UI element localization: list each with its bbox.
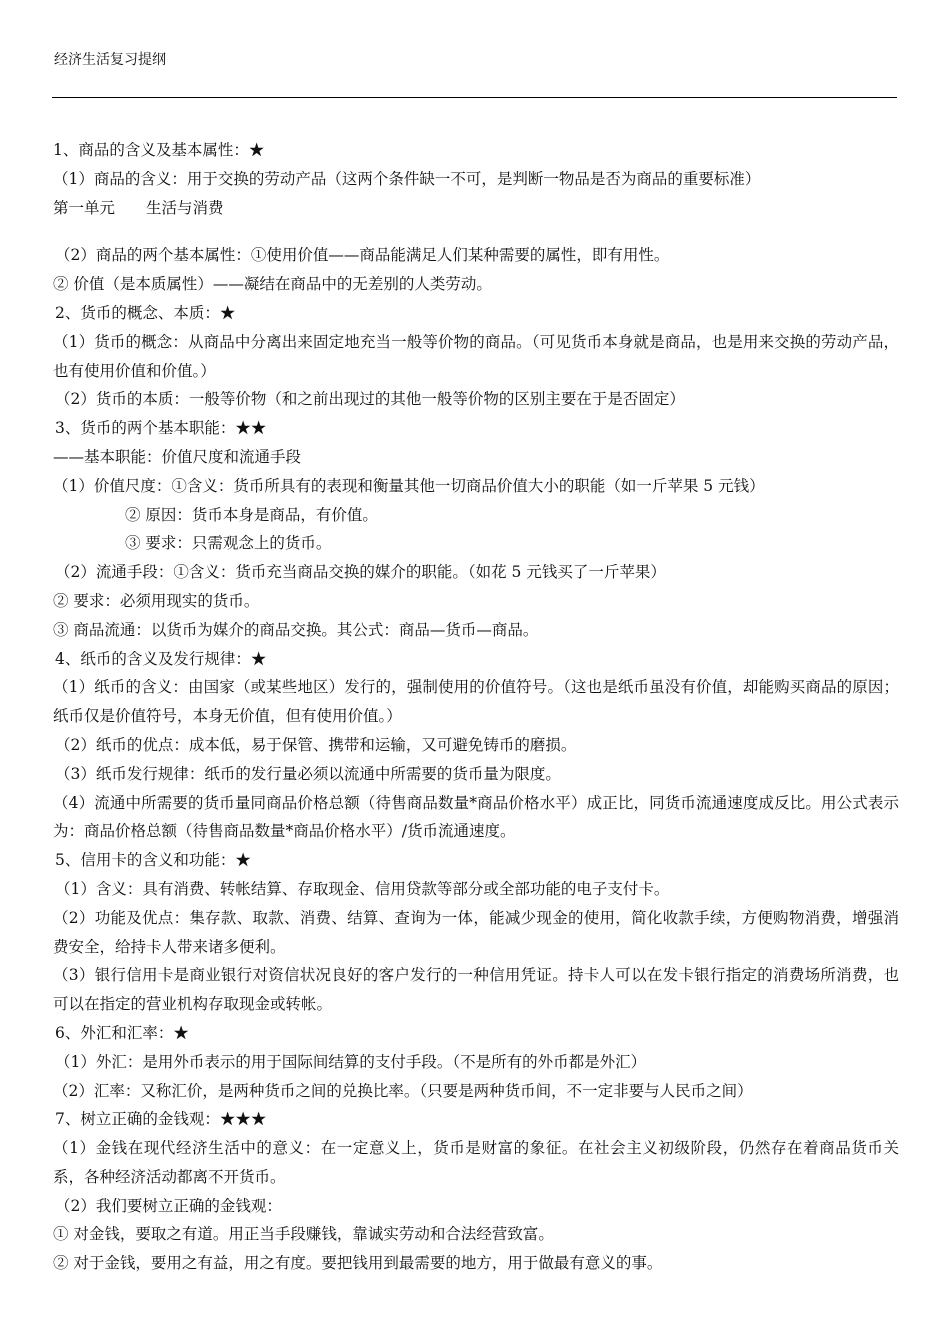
paragraph-line: ③ 要求：只需观念上的货币。: [125, 534, 332, 553]
paragraph-line: ② 原因：货币本身是商品，有价值。: [125, 505, 378, 524]
paragraph-line: （1）外汇：是用外币表示的用于国际间结算的支付手段。（不是所有的外币都是外汇）: [55, 1052, 647, 1071]
blank-line: [53, 222, 899, 241]
paragraph-line: ② 要求：必须用现实的货币。: [53, 591, 260, 610]
paragraph-line: ② 对于金钱，要用之有益，用之有度。要把钱用到最需要的地方，用于做最有意义的事。: [53, 1254, 663, 1273]
paragraph-line: （1）纸币的含义：由国家（或某些地区）发行的，强制使用的价值符号。（这也是纸币虽没有价值，却能购买商品的原因；纸币仅是价值符号，本身无价值，但有使用价值。）: [53, 678, 899, 726]
section-heading: 1、商品的含义及基本属性：★: [53, 141, 265, 159]
paragraph-line: （2）流通手段：①含义：货币充当商品交换的媒介的职能。（如花 5 元钱买了一斤苹果）: [55, 563, 666, 582]
paragraph-line: （4）流通中所需要的货币量同商品价格总额（待售商品数量*商品价格水平）成正比，同货币流通速度成反比。用公式表示为：商品价格总额（待售商品数量*商品价格水平）/货币流通速度。: [53, 793, 899, 841]
paragraph-line: （1）货币的概念：从商品中分离出来固定地充当一般等价物的商品。（可见货币本身就是商品，也是用来交换的劳动产品，也有使用价值和价值。）: [53, 332, 899, 380]
unit-title: 第一单元 生活与消费: [53, 198, 224, 217]
paragraph-line: （2）纸币的优点：成本低，易于保管、携带和运输，又可避免铸币的磨损。: [55, 735, 577, 754]
section-heading: 7、树立正确的金钱观：★★★: [55, 1110, 267, 1129]
paragraph-line: （3）纸币发行规律：纸币的发行量必须以流通中所需要的货币量为限度。: [55, 764, 561, 783]
paragraph-line: （1）金钱在现代经济生活中的意义：在一定意义上，货币是财富的象征。在社会主义初级阶段，仍然存在着商品货币关系，各种经济活动都离不开货币。: [53, 1139, 899, 1186]
paragraph-line: （1）含义：具有消费、转帐结算、存取现金、信用贷款等部分或全部功能的电子支付卡。: [55, 879, 670, 898]
paragraph-line: （2）我们要树立正确的金钱观：: [55, 1196, 282, 1215]
section-heading: 5、信用卡的含义和功能：★: [55, 851, 251, 870]
paragraph-line: ③ 商品流通：以货币为媒介的商品交换。其公式：商品—货币—商品。: [53, 620, 539, 639]
section-heading: 2、货币的概念、本质：★: [55, 303, 236, 322]
paragraph-line: ——基本职能：价值尺度和流通手段: [53, 447, 302, 466]
paragraph-line: （1）价值尺度：①含义：货币所具有的表现和衡量其他一切商品价值大小的职能（如一斤苹果 5 元钱）: [53, 476, 765, 495]
paragraph-line: （3）银行信用卡是商业银行对资信状况良好的客户发行的一种信用凭证。持卡人可以在发卡银行指定的消费场所消费，也可以在指定的营业机构存取现金或转帐。: [53, 966, 899, 1014]
paragraph-line: （1）商品的含义：用于交换的劳动产品（这两个条件缺一不可，是判断一物品是否为商品的重要标准）: [53, 169, 761, 188]
paragraph-line: （2）货币的本质：一般等价物（和之前出现过的其他一般等价物的区别主要在于是否固定）: [55, 390, 685, 409]
document-header: 经济生活复习提纲: [54, 52, 166, 68]
document-body: [53, 136, 899, 1278]
paragraph-line: （2）商品的两个基本属性：①使用价值——商品能满足人们某种需要的属性，即有用性。: [55, 246, 670, 265]
section-heading: 4、纸币的含义及发行规律：★: [55, 649, 267, 668]
paragraph-line: （2）汇率：又称汇价，是两种货币之间的兑换比率。（只要是两种货币间，不一定非要与人民币之间）: [53, 1081, 753, 1100]
section-heading: 3、货币的两个基本职能：★★: [55, 419, 267, 438]
paragraph-line: ① 对金钱，要取之有道。用正当手段赚钱，靠诚实劳动和合法经营致富。: [53, 1225, 554, 1244]
header-divider: [52, 97, 897, 98]
section-heading: 6、外汇和汇率：★: [55, 1023, 189, 1042]
paragraph-line: ② 价值（是本质属性）——凝结在商品中的无差别的人类劳动。: [53, 275, 492, 294]
paragraph-line: （2）功能及优点：集存款、取款、消费、结算、查询为一体，能减少现金的使用，简化收款手续，方便购物消费，增强消费安全，给持卡人带来诸多便利。: [53, 908, 899, 956]
